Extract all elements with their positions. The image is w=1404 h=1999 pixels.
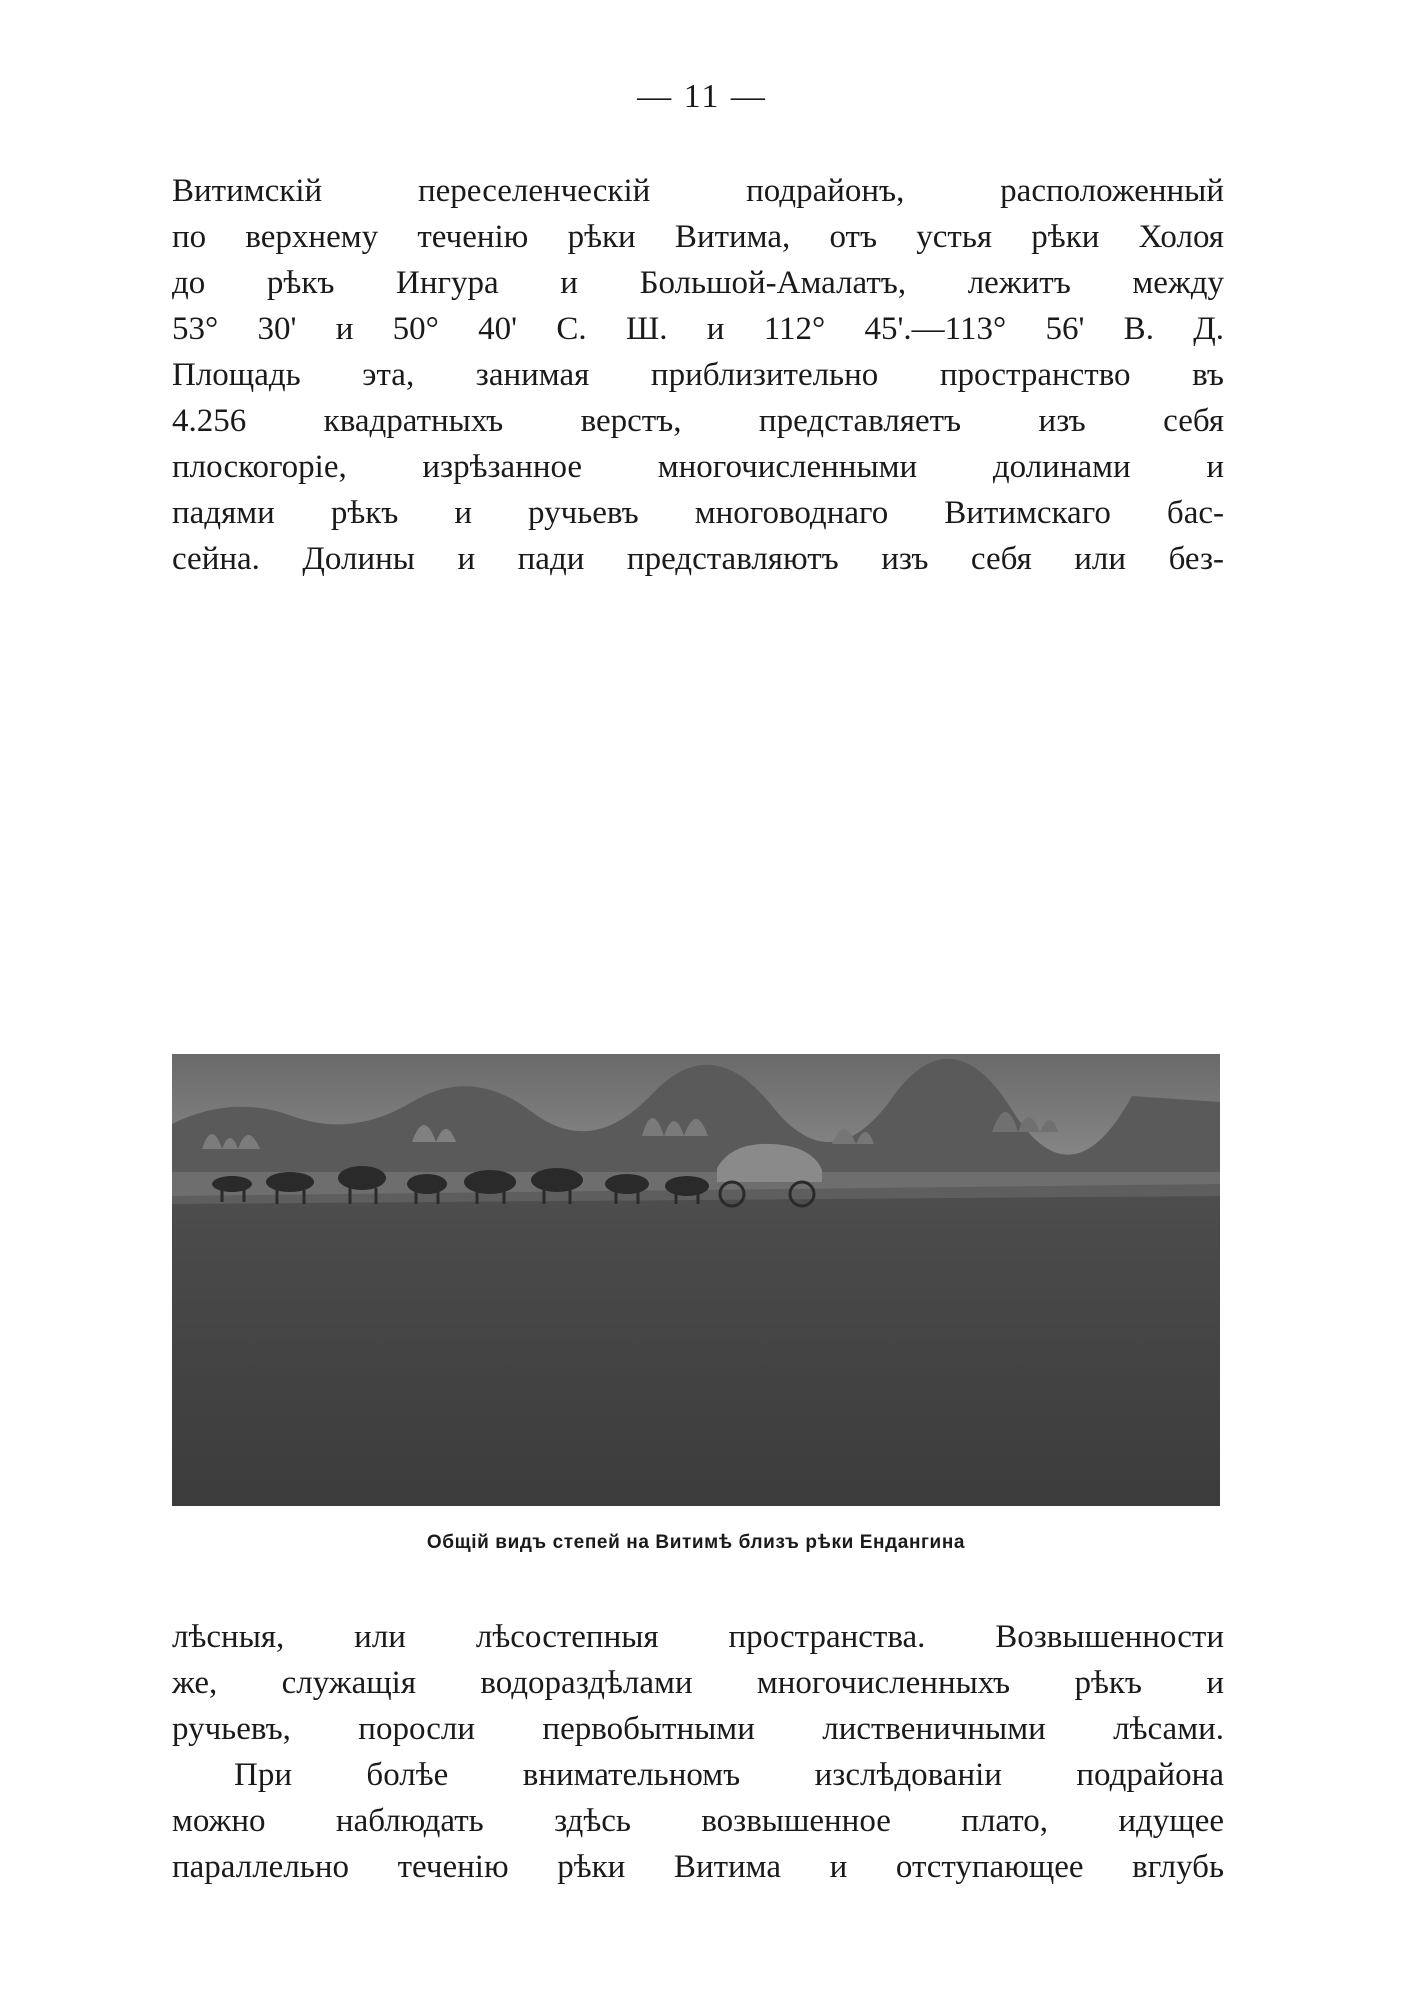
- text-line: Площадь эта, занимая приблизительно пространство въ: [172, 357, 1224, 393]
- text-line: 53° 30' и 50° 40' С. Ш. и 112° 45'.—113° 56' В. Д.: [172, 311, 1224, 347]
- paragraph-top: [172, 168, 1224, 582]
- steppe-photograph: [172, 1054, 1220, 1506]
- photo-illustration: [172, 1054, 1220, 1506]
- text-line: лѣсныя, или лѣсостепныя пространства. Возвышенности: [172, 1619, 1224, 1655]
- text-line: же, служащія водораздѣлами многочисленныхъ рѣкъ и: [172, 1665, 1224, 1701]
- figure-caption: Общій видъ степей на Витимѣ близъ рѣки Ендангина: [426, 1532, 966, 1553]
- text-line: ручьевъ, поросли первобытными лиственичными лѣсами.: [172, 1711, 1224, 1747]
- text-line: параллельно теченію рѣки Витима и отступающее вглубь: [172, 1849, 1224, 1885]
- paragraph-bottom: [172, 1614, 1224, 1890]
- text-line: 4.256 квадратныхъ верстъ, представляетъ изъ себя: [172, 403, 1224, 439]
- text-line: по верхнему теченію рѣки Витима, отъ устья рѣки Холоя: [172, 219, 1224, 255]
- text-line: можно наблюдать здѣсь возвышенное плато, идущее: [172, 1803, 1224, 1839]
- text-line: падями рѣкъ и ручьевъ многоводнаго Витимскаго бас-: [172, 495, 1224, 531]
- text-line: сейна. Долины и пади представляютъ изъ себя или без-: [172, 541, 1224, 577]
- text-line: плоскогоріе, изрѣзанное многочисленными долинами и: [172, 449, 1224, 485]
- text-line: При болѣе внимательномъ изслѣдованіи подрайона: [234, 1757, 1224, 1793]
- text-line: Витимскій переселенческій подрайонъ, расположенный: [172, 173, 1224, 209]
- page-number: — 11 —: [637, 78, 767, 115]
- text-line: до рѣкъ Ингура и Большой-Амалатъ, лежитъ между: [172, 265, 1224, 301]
